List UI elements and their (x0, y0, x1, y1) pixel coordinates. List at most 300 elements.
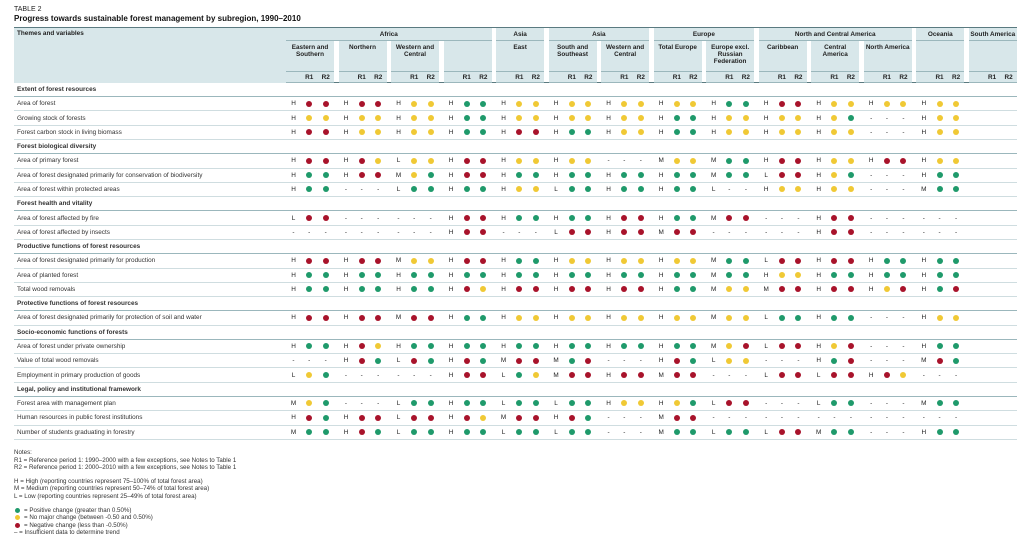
reliability-cell (864, 182, 879, 196)
reliability-cell (969, 339, 984, 353)
reliability-cell (601, 125, 616, 139)
cell-value: - (797, 214, 800, 222)
cell-value: - (607, 357, 610, 365)
reliability-cell (759, 211, 774, 225)
trend-cell (564, 396, 581, 410)
reliability-cell (759, 254, 774, 268)
trend-cell (354, 425, 371, 439)
cell-value: H (921, 314, 927, 322)
cell-value: - (922, 228, 925, 236)
reliability-cell (391, 354, 406, 368)
reliability-cell (339, 225, 354, 239)
cell-value: H (921, 157, 927, 165)
period-r1-header: R1 (774, 72, 791, 83)
green-dot-icon (375, 358, 381, 364)
table-row (14, 268, 1017, 282)
trend-cell (843, 254, 860, 268)
red-dot-icon (795, 101, 801, 107)
trend-cell (301, 268, 318, 282)
cell-value: M (553, 357, 559, 365)
green-dot-icon (690, 358, 696, 364)
trend-cell (370, 168, 387, 182)
reliability-cell (391, 168, 406, 182)
reliability-cell (916, 182, 931, 196)
trend-cell (790, 282, 807, 296)
red-dot-icon (411, 415, 417, 421)
green-dot-icon (638, 272, 644, 278)
yellow-dot-icon (674, 101, 680, 107)
green-dot-icon (674, 186, 680, 192)
trend-cell (1000, 368, 1017, 382)
trend-cell (511, 125, 528, 139)
cell-value: H (816, 286, 821, 294)
cell-value: H (606, 114, 611, 122)
cell-value: H (658, 128, 664, 136)
trend-cell (790, 125, 807, 139)
cell-value: H (606, 400, 611, 408)
reliability-cell (549, 111, 564, 125)
trend-cell (721, 354, 738, 368)
reliability-cell (339, 182, 354, 196)
trend-cell (1000, 282, 1017, 296)
cell-value: H (606, 128, 611, 136)
reliability-cell (811, 111, 826, 125)
green-dot-icon (585, 186, 591, 192)
reliability-cell (654, 125, 669, 139)
trend-cell (459, 97, 476, 111)
cell-value: - (797, 228, 800, 236)
trend-cell (406, 425, 423, 439)
trend-cell (528, 182, 545, 196)
trend-cell (301, 425, 318, 439)
cell-value: H (921, 100, 927, 108)
reliability-cell (916, 339, 931, 353)
trend-cell (528, 97, 545, 111)
trend-cell (318, 268, 335, 282)
cell-value: - (728, 228, 731, 236)
reliability-cell (444, 396, 459, 410)
red-dot-icon (674, 229, 680, 235)
trend-cell (738, 339, 755, 353)
reliability-header (339, 72, 354, 83)
cell-value: H (763, 157, 769, 165)
red-dot-icon (779, 343, 785, 349)
reliability-cell (496, 396, 511, 410)
yellow-dot-icon (359, 115, 365, 121)
reliability-cell (549, 182, 564, 196)
cell-value: H (658, 400, 664, 408)
red-dot-icon (621, 229, 627, 235)
trend-cell (318, 254, 335, 268)
cell-value: - (623, 428, 626, 436)
section-row (14, 382, 1017, 396)
trend-cell (774, 368, 791, 382)
table-row (14, 339, 1017, 353)
cell-value: H (291, 286, 296, 294)
trend-cell (984, 396, 1001, 410)
reliability-cell (916, 111, 931, 125)
reliability-cell (339, 354, 354, 368)
trend-cell (459, 396, 476, 410)
trend-cell (843, 282, 860, 296)
trend-cell (475, 368, 492, 382)
trend-cell (475, 254, 492, 268)
reliability-cell (864, 425, 879, 439)
green-dot-icon (953, 172, 959, 178)
trend-cell (948, 97, 965, 111)
trend-cell (790, 368, 807, 382)
reliability-cell (496, 111, 511, 125)
reliability-cell (286, 368, 301, 382)
green-dot-icon (306, 429, 312, 435)
cell-value: - (938, 414, 941, 422)
red-dot-icon (359, 101, 365, 107)
trend-cell (528, 211, 545, 225)
reliability-cell (496, 225, 511, 239)
trend-cell (843, 411, 860, 425)
region-header: Oceania (916, 28, 964, 41)
cell-value: H (658, 286, 664, 294)
section-row (14, 197, 1017, 211)
green-dot-icon (533, 272, 539, 278)
red-dot-icon (674, 415, 680, 421)
reliability-cell (811, 311, 826, 325)
reliability-cell (864, 211, 879, 225)
reliability-cell (969, 396, 984, 410)
cell-value: L (291, 214, 296, 222)
cell-value: H (658, 357, 664, 365)
trend-cell (616, 225, 633, 239)
period-r1-header: R1 (511, 72, 528, 83)
reliability-cell (916, 125, 931, 139)
cell-value: H (291, 271, 296, 279)
trend-cell (895, 339, 912, 353)
cell-value: - (344, 228, 348, 236)
trend-cell (685, 396, 702, 410)
cell-value: H (816, 228, 821, 236)
trend-cell (318, 97, 335, 111)
yellow-dot-icon (674, 400, 680, 406)
cell-value: L (396, 186, 401, 194)
trend-cell (475, 125, 492, 139)
trend-cell (633, 311, 650, 325)
trend-cell (511, 211, 528, 225)
yellow-dot-icon (306, 400, 312, 406)
trend-cell (528, 168, 545, 182)
cell-value: H (868, 157, 874, 165)
green-dot-icon (411, 286, 417, 292)
cell-value: - (744, 186, 747, 194)
trend-cell (721, 254, 738, 268)
red-dot-icon (779, 258, 785, 264)
trend-cell (721, 411, 738, 425)
subregion-header: Northern (339, 41, 387, 72)
red-dot-icon (516, 358, 522, 364)
green-dot-icon (743, 258, 749, 264)
trend-cell (931, 311, 948, 325)
cell-value: H (553, 171, 559, 179)
red-dot-icon (848, 286, 854, 292)
yellow-dot-icon (411, 258, 417, 264)
yellow-dot-icon (937, 101, 943, 107)
reliability-cell (286, 97, 301, 111)
row-label: Area of forest (14, 97, 286, 111)
table-row (14, 125, 1017, 139)
reliability-cell (864, 339, 879, 353)
trend-cell (633, 168, 650, 182)
trend-cell (984, 268, 1001, 282)
cell-value: H (291, 314, 296, 322)
yellow-dot-icon (323, 115, 329, 121)
trend-cell (1000, 354, 1017, 368)
region-header: Asia (496, 28, 544, 41)
cell-value: M (921, 400, 927, 408)
cell-value: - (728, 414, 731, 422)
cell-value: H (343, 314, 349, 322)
reliability-cell (391, 368, 406, 382)
reliability-cell (496, 254, 511, 268)
period-r2-header: R2 (843, 72, 860, 83)
cell-value: - (902, 186, 905, 194)
red-dot-icon (306, 215, 312, 221)
cell-value: M (658, 371, 664, 379)
green-dot-icon (516, 343, 522, 349)
cell-value: - (765, 357, 768, 365)
reliability-cell (391, 111, 406, 125)
yellow-dot-icon (831, 101, 837, 107)
green-dot-icon (375, 286, 381, 292)
red-dot-icon (674, 372, 680, 378)
trend-cell (511, 268, 528, 282)
cell-value: - (292, 228, 295, 236)
green-dot-icon (937, 186, 943, 192)
cell-value: - (377, 186, 380, 194)
trend-cell (738, 125, 755, 139)
reliability-cell (496, 154, 511, 168)
trend-cell (301, 311, 318, 325)
row-label: Area of forest within protected areas (14, 182, 286, 196)
green-dot-icon (480, 272, 486, 278)
cell-value: - (885, 114, 888, 122)
trend-cell (564, 254, 581, 268)
trend-cell (423, 425, 440, 439)
region-header: South America (969, 28, 1017, 41)
reliability-cell (286, 268, 301, 282)
section-row (14, 297, 1017, 311)
green-dot-icon (585, 272, 591, 278)
red-dot-icon (848, 358, 854, 364)
trend-cell (948, 268, 965, 282)
trend-cell (843, 268, 860, 282)
reliability-cell (916, 354, 931, 368)
cell-value: - (639, 157, 642, 165)
yellow-dot-icon (953, 315, 959, 321)
trend-cell (318, 282, 335, 296)
period-r1-header: R1 (879, 72, 896, 83)
cell-value: H (658, 271, 664, 279)
trend-cell (616, 254, 633, 268)
cell-value: H (606, 214, 611, 222)
trend-cell (721, 396, 738, 410)
trend-cell (580, 282, 597, 296)
trend-cell (948, 111, 965, 125)
green-dot-icon (464, 315, 470, 321)
green-dot-icon (937, 272, 943, 278)
red-dot-icon (779, 101, 785, 107)
row-label: Area of forest affected by insects (14, 225, 286, 239)
trend-cell (354, 368, 371, 382)
red-dot-icon (480, 172, 486, 178)
trend-cell (459, 368, 476, 382)
green-dot-icon (848, 272, 854, 278)
trend-cell (354, 339, 371, 353)
green-dot-icon (516, 429, 522, 435)
trend-cell (895, 268, 912, 282)
trend-cell (511, 182, 528, 196)
trend-cell (459, 282, 476, 296)
reliability-cell (916, 154, 931, 168)
red-dot-icon (359, 172, 365, 178)
trend-cell (580, 268, 597, 282)
trend-cell (931, 125, 948, 139)
period-r2-header: R2 (895, 72, 912, 83)
trend-cell (1000, 182, 1017, 196)
trend-cell (895, 125, 912, 139)
green-dot-icon (569, 215, 575, 221)
trend-cell (879, 339, 896, 353)
reliability-cell (864, 368, 879, 382)
cell-value: H (553, 157, 559, 165)
cell-value: - (885, 428, 888, 436)
green-dot-icon (464, 272, 470, 278)
reliability-cell (391, 268, 406, 282)
trend-cell (459, 268, 476, 282)
green-dot-icon (323, 286, 329, 292)
red-dot-icon (779, 286, 785, 292)
trend-cell (685, 154, 702, 168)
reliability-header (759, 72, 774, 83)
cell-value: H (343, 428, 349, 436)
yellow-dot-icon (638, 400, 644, 406)
reliability-cell (601, 311, 616, 325)
reliability-cell (391, 282, 406, 296)
yellow-dot-icon (831, 129, 837, 135)
reliability-cell (286, 182, 301, 196)
period-r2-header: R2 (475, 72, 492, 83)
cell-value: - (954, 228, 958, 236)
trend-cell (423, 125, 440, 139)
trend-cell (790, 111, 807, 125)
reliability-cell (969, 154, 984, 168)
yellow-dot-icon (533, 158, 539, 164)
trend-cell (790, 225, 807, 239)
yellow-dot-icon (884, 101, 890, 107)
trend-cell (984, 225, 1001, 239)
trend-cell (580, 182, 597, 196)
yellow-dot-icon (569, 158, 575, 164)
red-dot-icon (480, 372, 486, 378)
reliability-cell (654, 168, 669, 182)
trend-cell (1000, 211, 1017, 225)
yellow-dot-icon (674, 158, 680, 164)
red-dot-icon (359, 415, 365, 421)
trend-cell (843, 425, 860, 439)
green-dot-icon (533, 343, 539, 349)
trend-cell (738, 182, 755, 196)
period-r2-header: R2 (738, 72, 755, 83)
period-r1-header: R1 (826, 72, 843, 83)
trend-cell (301, 125, 318, 139)
green-dot-icon (428, 429, 434, 435)
trend-cell (354, 97, 371, 111)
cell-value: - (623, 157, 626, 165)
reliability-cell (601, 368, 616, 382)
reliability-cell (706, 111, 721, 125)
red-dot-icon (937, 358, 943, 364)
trend-cell (616, 154, 633, 168)
cell-value: H (606, 342, 611, 350)
row-label: Human resources in public forest institutions (14, 411, 286, 425)
green-dot-icon (516, 272, 522, 278)
trend-cell (826, 168, 843, 182)
green-dot-icon (464, 115, 470, 121)
reliability-cell (864, 154, 879, 168)
yellow-dot-icon (795, 129, 801, 135)
cell-value: H (343, 357, 349, 365)
green-dot-icon (411, 186, 417, 192)
trend-cell (738, 411, 755, 425)
section-row (14, 140, 1017, 154)
cell-value: H (343, 257, 349, 265)
table-row (14, 354, 1017, 368)
green-dot-icon (533, 429, 539, 435)
trend-cell (301, 154, 318, 168)
trend-cell (879, 254, 896, 268)
cell-value: - (744, 371, 747, 379)
reliability-cell (339, 411, 354, 425)
cell-value: H (501, 314, 506, 322)
cell-value: - (397, 214, 400, 222)
cell-value: M (921, 186, 927, 194)
yellow-dot-icon (516, 101, 522, 107)
green-dot-icon (323, 343, 329, 349)
cell-value: - (885, 414, 888, 422)
cell-value: M (658, 157, 664, 165)
reliability-cell (864, 97, 879, 111)
yellow-dot-icon (690, 258, 696, 264)
yellow-dot-icon (411, 101, 417, 107)
reliability-cell (496, 411, 511, 425)
reliability-cell (811, 268, 826, 282)
trend-cell (790, 354, 807, 368)
note-r1: R1 = Reference period 1: 1990–2000 with a few exceptions, see Notes to Table 1 (14, 456, 237, 464)
cell-value: - (413, 371, 416, 379)
trend-cell (406, 354, 423, 368)
trend-cell (564, 154, 581, 168)
trend-cell (843, 211, 860, 225)
trend-cell (774, 125, 791, 139)
reliability-cell (654, 396, 669, 410)
reliability-cell (811, 368, 826, 382)
cell-value: - (639, 414, 642, 422)
cell-value: H (448, 414, 454, 422)
row-label: Value of total wood removals (14, 354, 286, 368)
trend-cell (475, 311, 492, 325)
trend-cell (511, 368, 528, 382)
cell-value: H (553, 342, 559, 350)
green-dot-icon (884, 272, 890, 278)
cell-value: M (710, 314, 717, 322)
